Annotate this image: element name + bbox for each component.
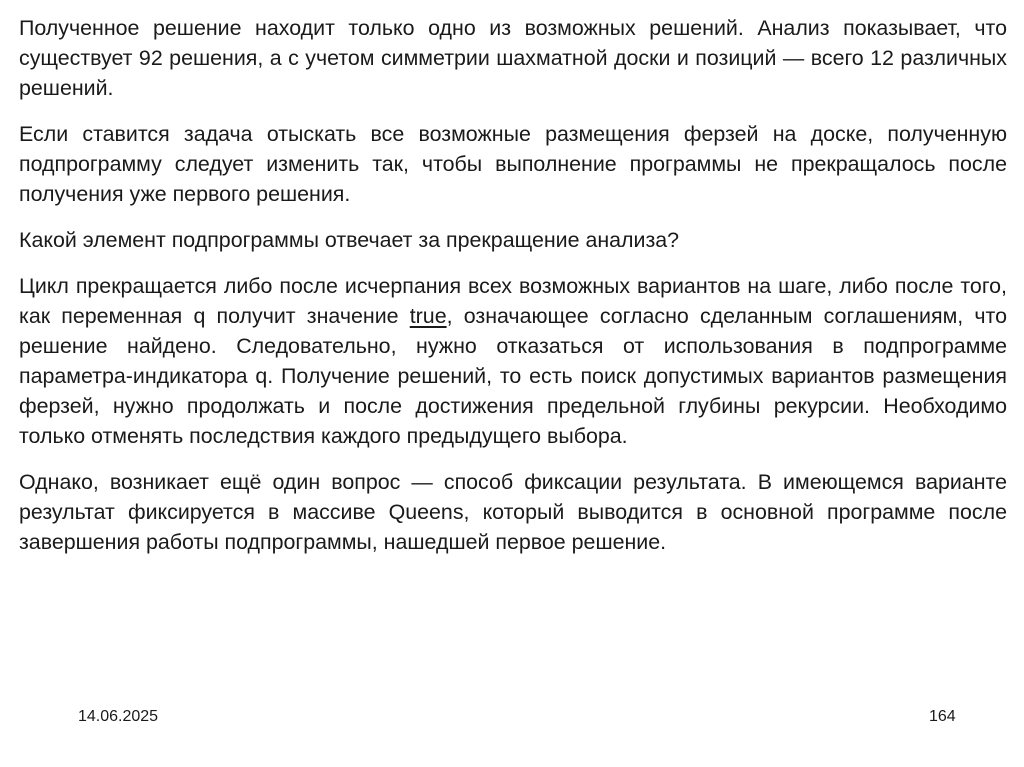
footer-date: 14.06.2025 — [78, 708, 159, 725]
paragraph-solution-count: Полученное решение находит только одно из возможных решений. Анализ показывает, что существует 92 решения, а с учетом симметрии шахматной доски и позиций — всего 12 различных решений. — [19, 16, 1007, 100]
keyword-true: true — [409, 304, 447, 328]
paragraph-result-fixation: Однако, возникает ещё один вопрос — способ фиксации результата. В имеющемся варианте результат фиксируется в массиве Queens, который выводится в основной программе после завершения работы подпрограммы, нашедшей первое решение. — [19, 470, 1007, 554]
paragraph-loop-termination — [19, 271, 1007, 451]
page-number: 164 — [929, 708, 956, 725]
paragraph-question: Какой элемент подпрограммы отвечает за прекращение анализа? — [19, 228, 680, 252]
loop-text-after: , означающее согласно сделанным соглашениям, что решение найдено. Следовательно, нужно отказаться от использования в подпрограмме параметра-индикатора q. Получение решений, то есть поиск допустимых вариантов размещения ферзей, нужно продолжать и после достижения предельной глубины рекурсии. Необходимо только отменять последствия каждого предыдущего выбора. — [19, 304, 1008, 448]
paragraph-task-all-solutions: Если ставится задача отыскать все возможные размещения ферзей на доске, полученную подпрограмму следует изменить так, чтобы выполнение программы не прекращалось после получения уже первого решения. — [19, 122, 1007, 206]
slide-body — [19, 13, 1007, 573]
loop-text-before: Цикл прекращается либо после исчерпания всех возможных вариантов на шаге, либо после того, как переменная q получит значение — [19, 274, 1007, 328]
